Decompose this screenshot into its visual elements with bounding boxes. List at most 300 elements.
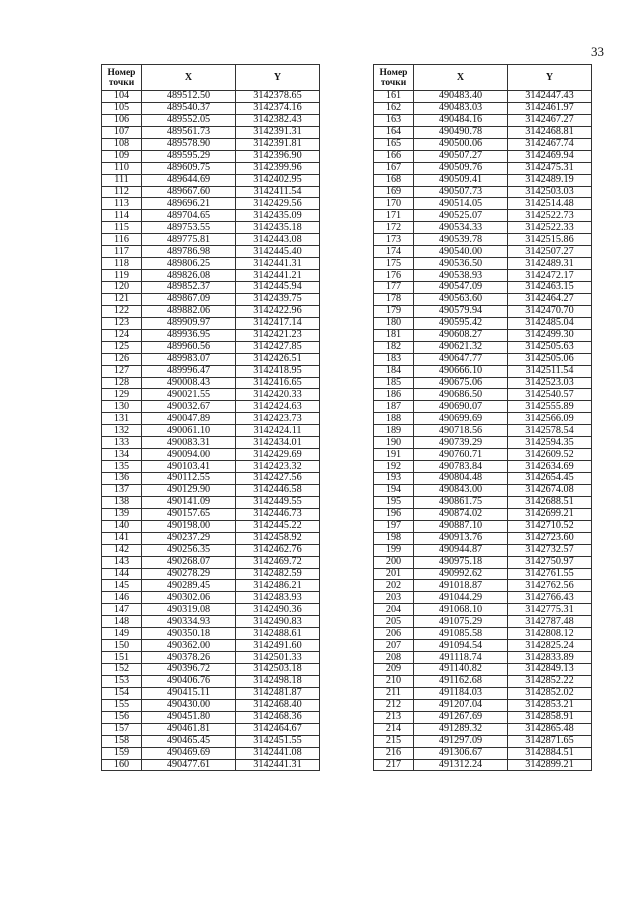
y-coordinate-cell: 3142833.89 <box>508 652 592 664</box>
table-row <box>374 556 592 568</box>
point-number-cell: 166 <box>374 150 414 162</box>
table-row <box>374 699 592 711</box>
table-row <box>374 210 592 222</box>
table-row <box>374 568 592 580</box>
y-coordinate-cell: 3142505.63 <box>508 341 592 353</box>
point-number-cell: 146 <box>102 592 142 604</box>
y-coordinate-cell: 3142424.11 <box>236 425 320 437</box>
table-row <box>102 91 320 103</box>
x-coordinate-cell: 490509.41 <box>414 174 508 186</box>
x-coordinate-cell: 490843.00 <box>414 484 508 496</box>
x-coordinate-cell: 489578.90 <box>142 138 236 150</box>
point-number-cell: 207 <box>374 640 414 652</box>
point-number-cell: 216 <box>374 747 414 759</box>
x-coordinate-cell: 490690.07 <box>414 401 508 413</box>
x-coordinate-cell: 489867.09 <box>142 293 236 305</box>
x-coordinate-cell: 490686.50 <box>414 389 508 401</box>
table-row <box>102 723 320 735</box>
y-coordinate-cell: 3142427.85 <box>236 341 320 353</box>
y-coordinate-cell: 3142507.27 <box>508 246 592 258</box>
point-number-cell: 206 <box>374 628 414 640</box>
y-coordinate-cell: 3142439.75 <box>236 293 320 305</box>
page-number: 33 <box>591 44 604 59</box>
table-row <box>102 365 320 377</box>
point-number-cell: 139 <box>102 508 142 520</box>
point-number-cell: 108 <box>102 138 142 150</box>
y-coordinate-cell: 3142486.21 <box>236 580 320 592</box>
x-coordinate-cell: 490563.60 <box>414 293 508 305</box>
point-number-cell: 192 <box>374 461 414 473</box>
x-coordinate-cell: 489552.05 <box>142 114 236 126</box>
point-number-cell: 200 <box>374 556 414 568</box>
y-coordinate-cell: 3142609.52 <box>508 449 592 461</box>
point-number-cell: 171 <box>374 210 414 222</box>
table-row <box>102 389 320 401</box>
y-coordinate-cell: 3142429.56 <box>236 198 320 210</box>
point-number-cell: 170 <box>374 198 414 210</box>
point-number-cell: 160 <box>102 759 142 771</box>
y-coordinate-cell: 3142578.54 <box>508 425 592 437</box>
table-row <box>102 580 320 592</box>
table-row <box>374 114 592 126</box>
point-number-cell: 151 <box>102 652 142 664</box>
y-coordinate-cell: 3142852.22 <box>508 675 592 687</box>
x-coordinate-cell: 489936.95 <box>142 329 236 341</box>
table-row <box>102 174 320 186</box>
y-coordinate-cell: 3142446.58 <box>236 484 320 496</box>
y-coordinate-cell: 3142489.31 <box>508 258 592 270</box>
y-coordinate-cell: 3142458.92 <box>236 532 320 544</box>
y-coordinate-cell: 3142445.94 <box>236 282 320 294</box>
x-coordinate-cell: 490021.55 <box>142 389 236 401</box>
point-number-cell: 128 <box>102 377 142 389</box>
table-row <box>374 604 592 616</box>
x-coordinate-cell: 490509.76 <box>414 162 508 174</box>
point-number-cell: 105 <box>102 102 142 114</box>
y-coordinate-cell: 3142808.12 <box>508 628 592 640</box>
x-coordinate-cell: 490718.56 <box>414 425 508 437</box>
table-row <box>102 150 320 162</box>
x-coordinate-cell: 491267.69 <box>414 711 508 723</box>
y-coordinate-cell: 3142482.59 <box>236 568 320 580</box>
y-coordinate-cell: 3142399.96 <box>236 162 320 174</box>
x-coordinate-cell: 490256.35 <box>142 544 236 556</box>
x-coordinate-cell: 490536.50 <box>414 258 508 270</box>
x-coordinate-cell: 490739.29 <box>414 437 508 449</box>
table-row <box>102 508 320 520</box>
y-coordinate-cell: 3142825.24 <box>508 640 592 652</box>
x-coordinate-cell: 490406.76 <box>142 675 236 687</box>
point-number-cell: 130 <box>102 401 142 413</box>
y-coordinate-cell: 3142566.09 <box>508 413 592 425</box>
point-number-cell: 195 <box>374 496 414 508</box>
point-number-cell: 149 <box>102 628 142 640</box>
y-coordinate-header: Y <box>508 65 592 91</box>
point-number-cell: 156 <box>102 711 142 723</box>
y-coordinate-cell: 3142416.65 <box>236 377 320 389</box>
x-coordinate-cell: 489996.47 <box>142 365 236 377</box>
x-coordinate-cell: 489609.75 <box>142 162 236 174</box>
point-number-cell: 131 <box>102 413 142 425</box>
table-row <box>374 186 592 198</box>
point-number-cell: 173 <box>374 234 414 246</box>
y-coordinate-cell: 3142775.31 <box>508 604 592 616</box>
point-number-cell: 183 <box>374 353 414 365</box>
point-number-cell: 134 <box>102 449 142 461</box>
x-coordinate-cell: 490112.55 <box>142 473 236 485</box>
point-number-cell: 125 <box>102 341 142 353</box>
table-row <box>374 365 592 377</box>
y-coordinate-cell: 3142723.60 <box>508 532 592 544</box>
y-coordinate-cell: 3142422.96 <box>236 305 320 317</box>
table-row <box>102 246 320 258</box>
x-coordinate-cell: 490621.32 <box>414 341 508 353</box>
table-row <box>374 711 592 723</box>
y-coordinate-cell: 3142468.36 <box>236 711 320 723</box>
coordinates-table-left <box>101 64 320 771</box>
x-coordinate-cell: 490362.00 <box>142 640 236 652</box>
table-row <box>374 102 592 114</box>
y-coordinate-cell: 3142498.18 <box>236 675 320 687</box>
point-number-cell: 159 <box>102 747 142 759</box>
x-coordinate-cell: 491118.74 <box>414 652 508 664</box>
point-number-cell: 148 <box>102 616 142 628</box>
point-number-cell: 186 <box>374 389 414 401</box>
x-coordinate-cell: 490483.03 <box>414 102 508 114</box>
y-coordinate-cell: 3142420.33 <box>236 389 320 401</box>
table-row <box>374 496 592 508</box>
x-coordinate-cell: 491085.58 <box>414 628 508 640</box>
table-row <box>102 413 320 425</box>
x-coordinate-cell: 489983.07 <box>142 353 236 365</box>
x-coordinate-cell: 490666.10 <box>414 365 508 377</box>
table-row <box>102 186 320 198</box>
y-coordinate-cell: 3142445.40 <box>236 246 320 258</box>
y-coordinate-cell: 3142522.33 <box>508 222 592 234</box>
x-coordinate-cell: 490268.07 <box>142 556 236 568</box>
table-row <box>374 353 592 365</box>
x-coordinate-cell: 491140.82 <box>414 664 508 676</box>
table-row <box>374 675 592 687</box>
point-number-cell: 214 <box>374 723 414 735</box>
y-coordinate-cell: 3142463.15 <box>508 282 592 294</box>
y-coordinate-cell: 3142441.31 <box>236 258 320 270</box>
y-coordinate-cell: 3142435.09 <box>236 210 320 222</box>
y-coordinate-cell: 3142469.94 <box>508 150 592 162</box>
point-number-cell: 201 <box>374 568 414 580</box>
table-row <box>374 580 592 592</box>
table-row <box>102 270 320 282</box>
x-coordinate-cell: 490430.00 <box>142 699 236 711</box>
y-coordinate-cell: 3142634.69 <box>508 461 592 473</box>
table-row <box>102 640 320 652</box>
table-row <box>102 449 320 461</box>
x-coordinate-cell: 490319.08 <box>142 604 236 616</box>
point-number-cell: 182 <box>374 341 414 353</box>
y-coordinate-cell: 3142451.55 <box>236 735 320 747</box>
point-number-cell: 196 <box>374 508 414 520</box>
x-coordinate-cell: 490539.78 <box>414 234 508 246</box>
table-row <box>102 425 320 437</box>
y-coordinate-cell: 3142858.91 <box>508 711 592 723</box>
x-coordinate-header: X <box>142 65 236 91</box>
table-row <box>374 592 592 604</box>
point-number-cell: 164 <box>374 126 414 138</box>
table-row <box>374 138 592 150</box>
point-number-cell: 169 <box>374 186 414 198</box>
y-coordinate-cell: 3142555.89 <box>508 401 592 413</box>
table-row <box>374 473 592 485</box>
table-row <box>374 282 592 294</box>
x-coordinate-cell: 490608.27 <box>414 329 508 341</box>
y-coordinate-cell: 3142468.81 <box>508 126 592 138</box>
x-coordinate-cell: 490465.45 <box>142 735 236 747</box>
x-coordinate-cell: 489753.55 <box>142 222 236 234</box>
y-coordinate-cell: 3142884.51 <box>508 747 592 759</box>
x-coordinate-cell: 490461.81 <box>142 723 236 735</box>
x-coordinate-cell: 491312.24 <box>414 759 508 771</box>
table-row <box>374 305 592 317</box>
point-number-cell: 154 <box>102 687 142 699</box>
table-row <box>102 329 320 341</box>
x-coordinate-cell: 490278.29 <box>142 568 236 580</box>
y-coordinate-cell: 3142654.45 <box>508 473 592 485</box>
y-coordinate-cell: 3142710.52 <box>508 520 592 532</box>
table-row <box>102 711 320 723</box>
point-number-cell: 205 <box>374 616 414 628</box>
point-number-cell: 202 <box>374 580 414 592</box>
table-row <box>102 437 320 449</box>
point-number-cell: 158 <box>102 735 142 747</box>
table-row <box>102 592 320 604</box>
point-number-cell: 116 <box>102 234 142 246</box>
x-coordinate-header: X <box>414 65 508 91</box>
x-coordinate-cell: 491207.04 <box>414 699 508 711</box>
y-coordinate-cell: 3142490.83 <box>236 616 320 628</box>
x-coordinate-cell: 490500.06 <box>414 138 508 150</box>
point-number-cell: 111 <box>102 174 142 186</box>
x-coordinate-cell: 489852.37 <box>142 282 236 294</box>
x-coordinate-cell: 490944.87 <box>414 544 508 556</box>
y-coordinate-cell: 3142594.35 <box>508 437 592 449</box>
x-coordinate-cell: 491297.09 <box>414 735 508 747</box>
y-coordinate-cell: 3142762.56 <box>508 580 592 592</box>
y-coordinate-cell: 3142688.51 <box>508 496 592 508</box>
point-number-cell: 172 <box>374 222 414 234</box>
table-row <box>374 162 592 174</box>
point-number-cell: 106 <box>102 114 142 126</box>
x-coordinate-cell: 490061.10 <box>142 425 236 437</box>
x-coordinate-cell: 491306.67 <box>414 747 508 759</box>
table-row <box>102 747 320 759</box>
y-coordinate-cell: 3142852.02 <box>508 687 592 699</box>
table-row <box>374 449 592 461</box>
y-coordinate-cell: 3142391.81 <box>236 138 320 150</box>
table-row <box>102 162 320 174</box>
y-coordinate-cell: 3142447.43 <box>508 91 592 103</box>
x-coordinate-cell: 489540.37 <box>142 102 236 114</box>
y-coordinate-cell: 3142421.23 <box>236 329 320 341</box>
x-coordinate-cell: 490198.00 <box>142 520 236 532</box>
y-coordinate-cell: 3142488.61 <box>236 628 320 640</box>
x-coordinate-cell: 490804.48 <box>414 473 508 485</box>
table-row <box>374 461 592 473</box>
point-number-cell: 199 <box>374 544 414 556</box>
point-number-cell: 179 <box>374 305 414 317</box>
point-number-cell: 136 <box>102 473 142 485</box>
x-coordinate-cell: 491184.03 <box>414 687 508 699</box>
point-number-cell: 165 <box>374 138 414 150</box>
x-coordinate-cell: 489786.98 <box>142 246 236 258</box>
y-coordinate-cell: 3142391.31 <box>236 126 320 138</box>
x-coordinate-cell: 491068.10 <box>414 604 508 616</box>
table-row <box>102 496 320 508</box>
x-coordinate-cell: 490483.40 <box>414 91 508 103</box>
table-row <box>102 102 320 114</box>
point-number-cell: 204 <box>374 604 414 616</box>
point-number-cell: 162 <box>374 102 414 114</box>
x-coordinate-cell: 490547.09 <box>414 282 508 294</box>
x-coordinate-cell: 489882.06 <box>142 305 236 317</box>
y-coordinate-cell: 3142503.03 <box>508 186 592 198</box>
point-number-cell: 180 <box>374 317 414 329</box>
point-number-cell: 109 <box>102 150 142 162</box>
y-coordinate-cell: 3142489.19 <box>508 174 592 186</box>
table-row <box>102 520 320 532</box>
x-coordinate-cell: 491162.68 <box>414 675 508 687</box>
point-number-cell: 121 <box>102 293 142 305</box>
point-number-cell: 187 <box>374 401 414 413</box>
y-coordinate-cell: 3142374.16 <box>236 102 320 114</box>
x-coordinate-cell: 490032.67 <box>142 401 236 413</box>
point-number-cell: 143 <box>102 556 142 568</box>
table-row <box>102 604 320 616</box>
table-row <box>102 484 320 496</box>
point-number-cell: 178 <box>374 293 414 305</box>
point-number-cell: 126 <box>102 353 142 365</box>
y-coordinate-cell: 3142449.55 <box>236 496 320 508</box>
point-number-cell: 115 <box>102 222 142 234</box>
table-row <box>374 317 592 329</box>
point-number-cell: 161 <box>374 91 414 103</box>
table-row <box>102 210 320 222</box>
y-coordinate-cell: 3142515.86 <box>508 234 592 246</box>
point-number-cell: 122 <box>102 305 142 317</box>
table-row <box>102 616 320 628</box>
y-coordinate-cell: 3142426.51 <box>236 353 320 365</box>
y-coordinate-cell: 3142505.06 <box>508 353 592 365</box>
table-row <box>102 699 320 711</box>
y-coordinate-cell: 3142491.60 <box>236 640 320 652</box>
point-number-cell: 181 <box>374 329 414 341</box>
table-row <box>102 282 320 294</box>
table-row <box>102 675 320 687</box>
point-number-cell: 144 <box>102 568 142 580</box>
point-number-cell: 163 <box>374 114 414 126</box>
x-coordinate-cell: 490396.72 <box>142 664 236 676</box>
table-row <box>374 293 592 305</box>
point-number-cell: 113 <box>102 198 142 210</box>
y-coordinate-cell: 3142540.57 <box>508 389 592 401</box>
table-row <box>102 293 320 305</box>
y-coordinate-cell: 3142469.72 <box>236 556 320 568</box>
y-coordinate-cell: 3142427.56 <box>236 473 320 485</box>
table-row <box>374 222 592 234</box>
y-coordinate-cell: 3142446.73 <box>236 508 320 520</box>
x-coordinate-cell: 490647.77 <box>414 353 508 365</box>
y-coordinate-cell: 3142899.21 <box>508 759 592 771</box>
x-coordinate-cell: 490992.62 <box>414 568 508 580</box>
y-coordinate-cell: 3142378.65 <box>236 91 320 103</box>
y-coordinate-cell: 3142522.73 <box>508 210 592 222</box>
table-row <box>374 508 592 520</box>
x-coordinate-cell: 490913.76 <box>414 532 508 544</box>
x-coordinate-cell: 490129.90 <box>142 484 236 496</box>
x-coordinate-cell: 489561.73 <box>142 126 236 138</box>
y-coordinate-cell: 3142424.63 <box>236 401 320 413</box>
y-coordinate-cell: 3142423.32 <box>236 461 320 473</box>
table-row <box>374 723 592 735</box>
point-number-cell: 198 <box>374 532 414 544</box>
x-coordinate-cell: 490047.89 <box>142 413 236 425</box>
table-row <box>374 234 592 246</box>
table-row <box>102 759 320 771</box>
y-coordinate-cell: 3142402.95 <box>236 174 320 186</box>
x-coordinate-cell: 490334.93 <box>142 616 236 628</box>
point-number-cell: 129 <box>102 389 142 401</box>
x-coordinate-cell: 490469.69 <box>142 747 236 759</box>
table-row <box>102 114 320 126</box>
x-coordinate-cell: 491289.32 <box>414 723 508 735</box>
x-coordinate-cell: 490094.00 <box>142 449 236 461</box>
point-number-cell: 135 <box>102 461 142 473</box>
table-row <box>102 305 320 317</box>
table-row <box>102 258 320 270</box>
table-row <box>374 270 592 282</box>
point-number-cell: 147 <box>102 604 142 616</box>
table-row <box>102 401 320 413</box>
x-coordinate-cell: 490302.06 <box>142 592 236 604</box>
point-number-cell: 184 <box>374 365 414 377</box>
x-coordinate-cell: 490540.00 <box>414 246 508 258</box>
y-coordinate-cell: 3142396.90 <box>236 150 320 162</box>
point-number-cell: 209 <box>374 664 414 676</box>
y-coordinate-cell: 3142732.57 <box>508 544 592 556</box>
table-row <box>102 353 320 365</box>
x-coordinate-cell: 491094.54 <box>414 640 508 652</box>
y-coordinate-cell: 3142481.87 <box>236 687 320 699</box>
point-number-cell: 197 <box>374 520 414 532</box>
table-row <box>374 687 592 699</box>
table-row <box>374 150 592 162</box>
table-row <box>374 389 592 401</box>
x-coordinate-cell: 490083.31 <box>142 437 236 449</box>
x-coordinate-cell: 490484.16 <box>414 114 508 126</box>
table-row <box>102 687 320 699</box>
point-number-header: Номер точки <box>374 65 414 91</box>
point-number-cell: 141 <box>102 532 142 544</box>
x-coordinate-cell: 490538.93 <box>414 270 508 282</box>
table-row <box>102 628 320 640</box>
y-coordinate-cell: 3142499.30 <box>508 329 592 341</box>
y-coordinate-cell: 3142464.67 <box>236 723 320 735</box>
x-coordinate-cell: 490289.45 <box>142 580 236 592</box>
table-row <box>102 126 320 138</box>
x-coordinate-cell: 489667.60 <box>142 186 236 198</box>
table-row <box>102 544 320 556</box>
point-number-cell: 189 <box>374 425 414 437</box>
y-coordinate-cell: 3142501.33 <box>236 652 320 664</box>
